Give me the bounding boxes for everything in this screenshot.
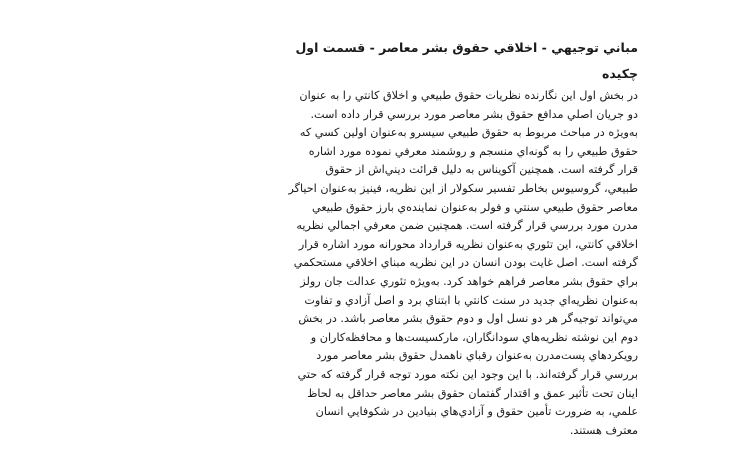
abstract-line: به‌عنوان نظريه‌اي جديد در سنت كانتي با ابتناي برد و اصل آزادي و تفاوت <box>304 293 638 307</box>
abstract-line: در بخش اول اين نگارنده نظريات حقوق طبيعي و اخلاق كانتي را به عنوان <box>299 89 638 102</box>
abstract-line: رويكردهاي پست‌مدرن به‌عنوان رقباي ناهمدل حقوق بشر معاصر مورد <box>316 349 638 363</box>
abstract-line: دو جريان اصلي مدافع حقوق بشر معاصر مورد بررسي قرار داده است. <box>310 107 638 121</box>
abstract-line: بررسي قرار گرفته‌اند. با اين وجود اين نكته مورد توجه قرار گرفته كه حتي <box>297 367 638 381</box>
abstract-line: مي‌تواند توجيه‌گر هر دو نسل اول و دوم حقوق بشر معاصر باشد. در بخش <box>298 312 638 326</box>
abstract-line: اخلاقي كانتي، اين تئوري به‌عنوان نظريه قرارداد محورانه مورد اشاره قرار <box>298 237 638 251</box>
abstract-line: معاصر حقوق طبيعي سنتي و فولر به‌عنوان نماينده‌ي بارز حقوق طبيعي <box>312 200 638 214</box>
abstract-body <box>118 87 638 440</box>
abstract-line: مدرن مورد بررسي قرار گرفته است. همچنين ضمن معرفي اجمالي نظريه <box>296 219 638 233</box>
abstract-line: علمي، به ضرورت تأمين حقوق و آزادي‌هاي بنيادين در شكوفايي انسان <box>315 405 638 419</box>
abstract-line: دوم اين نوشته نظريه‌هاي سودانگاران، ماركسيست‌ها و محافظه‌كاران و <box>310 330 638 344</box>
abstract-line: گرفته است. اصل غايت بودن انسان در اين نظريه مبناي اخلاقي مستحكمي <box>293 256 638 270</box>
document-title: مباني توجيهي - اخلاقي حقوق بشر معاصر - قسمت اول <box>295 40 638 55</box>
abstract-heading: چكيده <box>602 66 638 81</box>
abstract-line: براي حقوق بشر معاصر فراهم خواهد كرد. به‌ويژه تئوري عدالت جان رولز <box>300 274 638 288</box>
abstract-line: به‌ويژه در مباحث مربوط به حقوق طبيعي سيسرو به‌عنوان اولين كسي كه <box>299 126 638 140</box>
abstract-line: حقوق طبيعي را به گونه‌اي منسجم و روشمند معرفي نموده مورد اشاره <box>308 144 638 158</box>
abstract-line: معترف هستند. <box>569 423 638 437</box>
abstract-line: قرار گرفته است. همچنين آكويناس به دليل قرائت ديني‌اش از حقوق <box>325 163 638 177</box>
abstract-line: اينان تحت تأثير عمق و اقتدار گفتمان حقوق بشر معاصر حداقل به لحاظ <box>307 386 638 400</box>
abstract-line: طبيعي، گروسيوس بخاطر تفسير سكولار از اين نظريه، فينيز به‌عنوان احياگر <box>288 181 638 195</box>
